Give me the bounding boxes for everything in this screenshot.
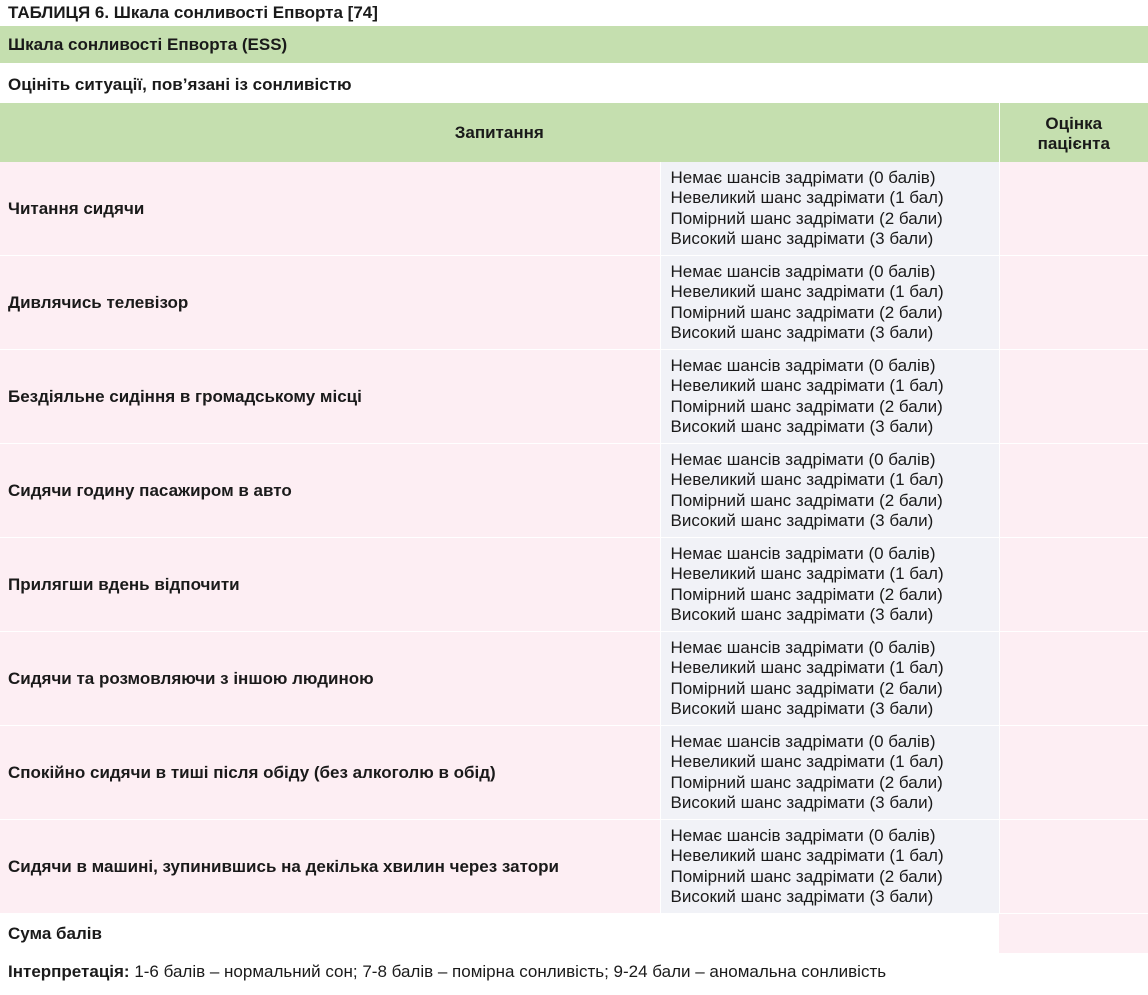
option-1: Невеликий шанс задрімати (1 бал) bbox=[670, 752, 944, 771]
interpretation bbox=[0, 953, 1148, 991]
option-1: Невеликий шанс задрімати (1 бал) bbox=[670, 846, 944, 865]
header-question: Запитання bbox=[0, 103, 999, 162]
header-score-line2: пацієнта bbox=[1037, 133, 1110, 153]
option-0: Немає шансів задрімати (0 балів) bbox=[670, 261, 936, 281]
question-text: Читання сидячи bbox=[0, 162, 660, 256]
option-2: Помірний шанс задрімати (2 бали) bbox=[670, 584, 943, 604]
interpretation-label: Інтерпретація: bbox=[8, 962, 130, 981]
option-1: Невеликий шанс задрімати (1 бал) bbox=[670, 470, 944, 489]
option-1: Невеликий шанс задрімати (1 бал) bbox=[670, 282, 944, 301]
table-row bbox=[0, 632, 1148, 726]
answer-options bbox=[660, 350, 999, 444]
table-title: ТАБЛИЦЯ 6. Шкала сонливості Епворта [74] bbox=[8, 3, 378, 22]
option-2: Помірний шанс задрімати (2 бали) bbox=[670, 302, 943, 322]
option-0: Немає шансів задрімати (0 балів) bbox=[670, 167, 936, 187]
question-text: Бездіяльне сидіння в громадському місці bbox=[0, 350, 660, 444]
table-header-row bbox=[0, 103, 1148, 162]
option-3: Високий шанс задрімати (3 бали) bbox=[670, 793, 934, 812]
option-2: Помірний шанс задрімати (2 бали) bbox=[670, 678, 943, 698]
answer-options bbox=[660, 444, 999, 538]
option-0: Немає шансів задрімати (0 балів) bbox=[670, 355, 936, 375]
question-text: Прилягши вдень відпочити bbox=[0, 538, 660, 632]
question-text: Дивлячись телевізор bbox=[0, 256, 660, 350]
question-text: Сидячи та розмовляючи з іншою людиною bbox=[0, 632, 660, 726]
answer-options bbox=[660, 632, 999, 726]
header-score-line1: Оцінка bbox=[1045, 113, 1103, 133]
patient-score-cell[interactable] bbox=[999, 162, 1148, 256]
option-1: Невеликий шанс задрімати (1 бал) bbox=[670, 564, 944, 583]
table-row bbox=[0, 726, 1148, 820]
table-row bbox=[0, 820, 1148, 914]
table-row bbox=[0, 538, 1148, 632]
option-3: Високий шанс задрімати (3 бали) bbox=[670, 887, 934, 906]
question-text: Сидячи в машині, зупинившись на декілька хвилин через затори bbox=[0, 820, 660, 914]
ess-table bbox=[0, 103, 1148, 953]
option-3: Високий шанс задрімати (3 бали) bbox=[670, 323, 934, 342]
interpretation-text: 1-6 балів – нормальний сон; 7-8 балів – помірна сонливість; 9-24 бали – аномальна сонливість bbox=[134, 962, 887, 981]
option-0: Немає шансів задрімати (0 балів) bbox=[670, 637, 936, 657]
patient-score-cell[interactable] bbox=[999, 726, 1148, 820]
option-1: Невеликий шанс задрімати (1 бал) bbox=[670, 188, 944, 207]
question-text: Сидячи годину пасажиром в авто bbox=[0, 444, 660, 538]
option-0: Немає шансів задрімати (0 балів) bbox=[670, 449, 936, 469]
option-0: Немає шансів задрімати (0 балів) bbox=[670, 825, 936, 845]
option-2: Помірний шанс задрімати (2 бали) bbox=[670, 396, 943, 416]
option-2: Помірний шанс задрімати (2 бали) bbox=[670, 772, 943, 792]
option-2: Помірний шанс задрімати (2 бали) bbox=[670, 490, 943, 510]
scale-title: Шкала сонливості Епворта (ESS) bbox=[0, 26, 1148, 63]
answer-options bbox=[660, 726, 999, 820]
option-3: Високий шанс задрімати (3 бали) bbox=[670, 699, 934, 718]
option-3: Високий шанс задрімати (3 бали) bbox=[670, 229, 934, 248]
option-2: Помірний шанс задрімати (2 бали) bbox=[670, 208, 943, 228]
patient-score-cell[interactable] bbox=[999, 632, 1148, 726]
option-2: Помірний шанс задрімати (2 бали) bbox=[670, 866, 943, 886]
patient-score-cell[interactable] bbox=[999, 350, 1148, 444]
table-row bbox=[0, 350, 1148, 444]
patient-score-cell[interactable] bbox=[999, 538, 1148, 632]
sum-row bbox=[0, 914, 1148, 954]
option-1: Невеликий шанс задрімати (1 бал) bbox=[670, 376, 944, 395]
option-0: Немає шансів задрімати (0 балів) bbox=[670, 543, 936, 563]
question-text: Спокійно сидячи в тиші після обіду (без алкоголю в обід) bbox=[0, 726, 660, 820]
option-3: Високий шанс задрімати (3 бали) bbox=[670, 417, 934, 436]
option-3: Високий шанс задрімати (3 бали) bbox=[670, 511, 934, 530]
answer-options bbox=[660, 256, 999, 350]
option-1: Невеликий шанс задрімати (1 бал) bbox=[670, 658, 944, 677]
patient-score-cell[interactable] bbox=[999, 820, 1148, 914]
patient-score-cell[interactable] bbox=[999, 444, 1148, 538]
sum-label: Сума балів bbox=[0, 914, 999, 954]
table-row bbox=[0, 444, 1148, 538]
answer-options bbox=[660, 820, 999, 914]
table-row bbox=[0, 162, 1148, 256]
patient-score-cell[interactable] bbox=[999, 256, 1148, 350]
instruction-text: Оцініть ситуації, пов’язані із сонливістю bbox=[8, 75, 352, 94]
option-0: Немає шансів задрімати (0 балів) bbox=[670, 731, 936, 751]
answer-options bbox=[660, 162, 999, 256]
table-row bbox=[0, 256, 1148, 350]
option-3: Високий шанс задрімати (3 бали) bbox=[670, 605, 934, 624]
sum-score-cell[interactable] bbox=[999, 914, 1148, 954]
answer-options bbox=[660, 538, 999, 632]
header-patient-score bbox=[999, 103, 1148, 162]
